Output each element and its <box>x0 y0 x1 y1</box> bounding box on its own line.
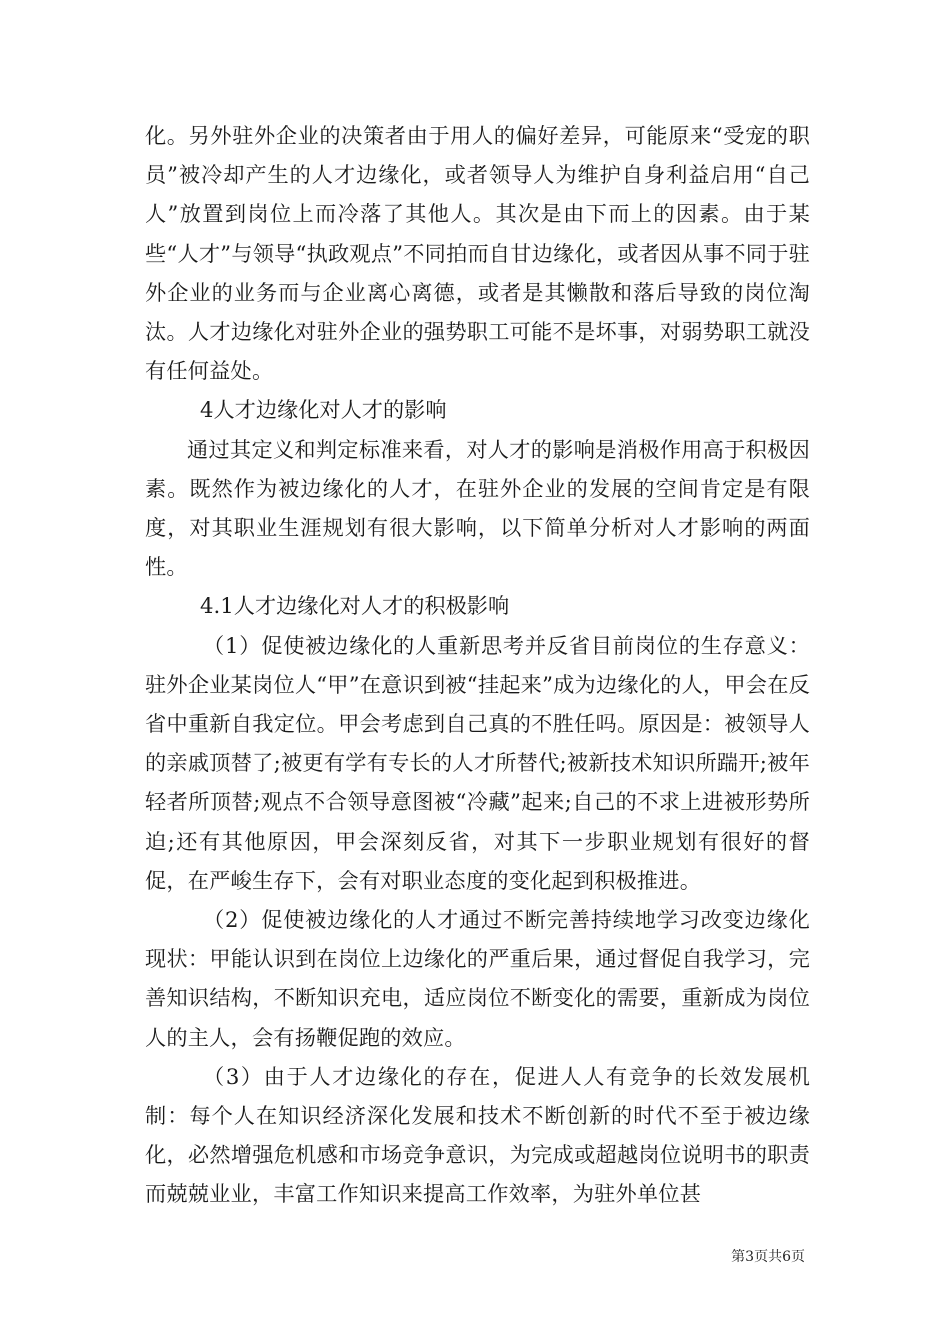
paragraph-continuation: 化。另外驻外企业的决策者由于用人的偏好差异，可能原来“受宠的职员”被冷却产生的人才边缘化，或者领导人为维护自身利益启用“自己人”放置到岗位上而冷落了其他人。其次是由下而上的因素。由于某些“人才”与领导“执政观点”不同拍而自甘边缘化，或者因从事不同于驻外企业的业务而与企业离心离德，或者是其懒散和落后导致的岗位淘汰。人才边缘化对驻外企业的强势职工可能不是坏事，对弱势职工就没有任何益处。 <box>145 123 810 384</box>
page-number-footer: 第3页共6页 <box>731 1249 805 1265</box>
paragraph-point-1: （1）促使被边缘化的人重新思考并反省目前岗位的生存意义：驻外企业某岗位人“甲”在意识到被“挂起来”成为边缘化的人，甲会在反省中重新自我定位。甲会考虑到自己真的不胜任吗。原因是：被领导人的亲戚顶替了;被更有学有专长的人才所替代;被新技术知识所踹开;被年轻者所顶替;观点不合领导意图被“冷藏”起来;自己的不求上进被形势所迫;还有其他原因，甲会深刻反省，对其下一步职业规划有很好的督促，在严峻生存下，会有对职业态度的变化起到积极推进。 <box>145 632 810 893</box>
section-heading-4: 4人才边缘化对人才的影响 <box>200 397 447 423</box>
paragraph-point-2: （2）促使被边缘化的人才通过不断完善持续地学习改变边缘化现状：甲能认识到在岗位上边缘化的严重后果，通过督促自我学习，完善知识结构，不断知识充电，适应岗位不断变化的需要，重新成为岗位人的主人，会有扬鞭促跑的效应。 <box>145 907 810 1050</box>
paragraph-section-4-intro: 通过其定义和判定标准来看，对人才的影响是消极作用高于积极因素。既然作为被边缘化的人才，在驻外企业的发展的空间肯定是有限度，对其职业生涯规划有很大影响，以下简单分析对人才影响的两面性。 <box>145 436 810 580</box>
paragraph-point-3: （3）由于人才边缘化的存在，促进人人有竞争的长效发展机制：每个人在知识经济深化发展和技术不断创新的时代不至于被边缘化，必然增强危机感和市场竞争意识，为完成或超越岗位说明书的职责而兢兢业业，丰富工作知识来提高工作效率，为驻外单位甚 <box>145 1063 810 1207</box>
document-body <box>145 116 810 1214</box>
section-heading-4-1: 4.1人才边缘化对人才的积极影响 <box>200 593 510 619</box>
